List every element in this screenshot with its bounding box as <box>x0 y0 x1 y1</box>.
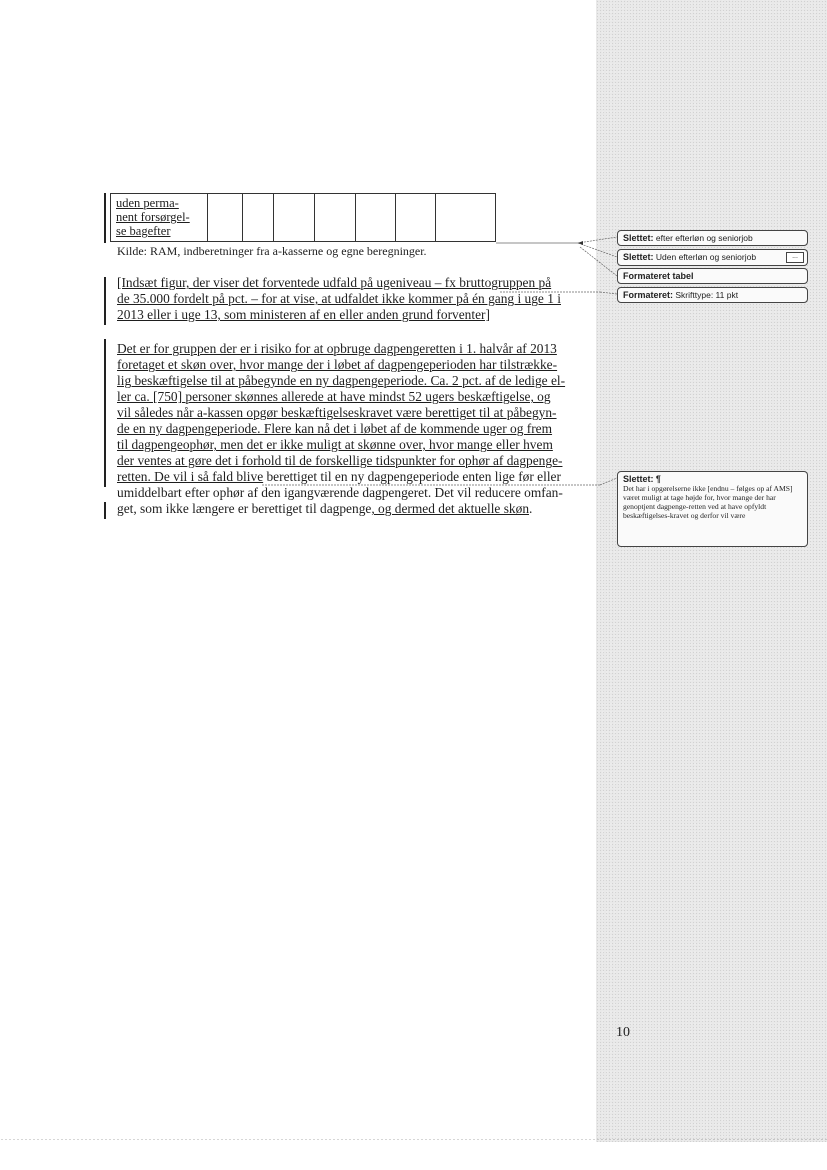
page-number: 10 <box>616 1025 630 1040</box>
body-paragraph <box>117 341 587 517</box>
table-cell-empty <box>356 194 396 241</box>
change-bar <box>104 502 106 519</box>
comment-deleted-paragraph[interactable]: Slettet: ¶ Det har i opgørelserne ikke [endnu – følges op af AMS] været muligt at tage højde for, hvor mange der har genoptjent dagpenge-retten ved at have opfyldt beskæftigelses-kravet og derfor vil være <box>617 471 808 547</box>
table-cell-empty <box>243 194 274 241</box>
comment-formatted-table[interactable]: Formateret tabel <box>617 268 808 284</box>
text-line: get, som ikke længere er berettiget til dagpenge, og dermed det aktuelle skøn. <box>117 501 533 516</box>
table-cell-empty <box>436 194 495 241</box>
text-line: retten. De vil i så fald blive berettiget til en ny dagpengeperiode enten lige før eller <box>117 469 561 484</box>
text-line: 2013 eller i uge 13, som ministeren af en eller anden grund forventer] <box>117 307 490 322</box>
comment-deleted-1[interactable]: Slettet: efter efterløn og seniorjob <box>617 230 808 246</box>
text-line: ler ca. [750] personer skønnes allerede at have mindst 52 ugers beskæftigelse, og <box>117 389 551 404</box>
insert-figure-note <box>117 275 587 323</box>
text-line: der ventes at gøre det i forhold til de forskellige tidspunkter for ophør af dagpenge- <box>117 453 563 468</box>
text-line: Det er for gruppen der er i risiko for at opbruge dagpengeretten i 1. halvår af 2013 <box>117 341 557 356</box>
table-source-note: Kilde: RAM, indberetninger fra a-kasserne og egne beregninger. <box>117 244 427 258</box>
text-line: de 35.000 fordelt på pct. – for at vise, at udfaldet ikke kommer på én gang i uge 1 i <box>117 291 561 306</box>
text-line: til dagpengeophør, men det er ikke muligt at skønne over, hvor mange eller hvem <box>117 437 553 452</box>
table-cell-label: uden perma- nent forsørgel- se bagefter <box>111 194 208 241</box>
comment-deleted-2[interactable]: Slettet: Uden efterløn og seniorjob ... <box>617 249 808 266</box>
change-bar <box>104 193 106 243</box>
scan-edge <box>0 1138 827 1141</box>
text-line: de en ny dagpengeperiode. Flere kan nå det i løbet af de kommende uger og frem <box>117 421 553 436</box>
table-cell-empty <box>208 194 243 241</box>
more-button[interactable]: ... <box>786 252 804 263</box>
comment-formatted-font[interactable]: Formateret: Skrifttype: 11 pkt <box>617 287 808 303</box>
data-table-fragment <box>110 193 496 242</box>
change-bar <box>104 339 106 487</box>
text-line: foretaget et skøn over, hvor mange der i løbet af dagpengeperioden har tilstrække- <box>117 357 558 372</box>
text-line: umiddelbart efter ophør af den igangværende dagpengeret. Det vil reducere omfan- <box>117 485 563 500</box>
text-line: vil således når a-kassen opgør beskæftigelseskravet være berettiget til at påbegyn- <box>117 405 557 420</box>
text-line: lig beskæftigelse til at påbegynde en ny dagpengeperiode. Ca. 2 pct. af de ledige el- <box>117 373 566 388</box>
comment-margin-pane <box>596 0 827 1142</box>
table-cell-empty <box>315 194 356 241</box>
change-bar <box>104 277 106 325</box>
text-line: [Indsæt figur, der viser det forventede udfald på ugeniveau – fx bruttogruppen på <box>117 275 552 290</box>
table-cell-empty <box>274 194 315 241</box>
table-cell-empty <box>396 194 436 241</box>
